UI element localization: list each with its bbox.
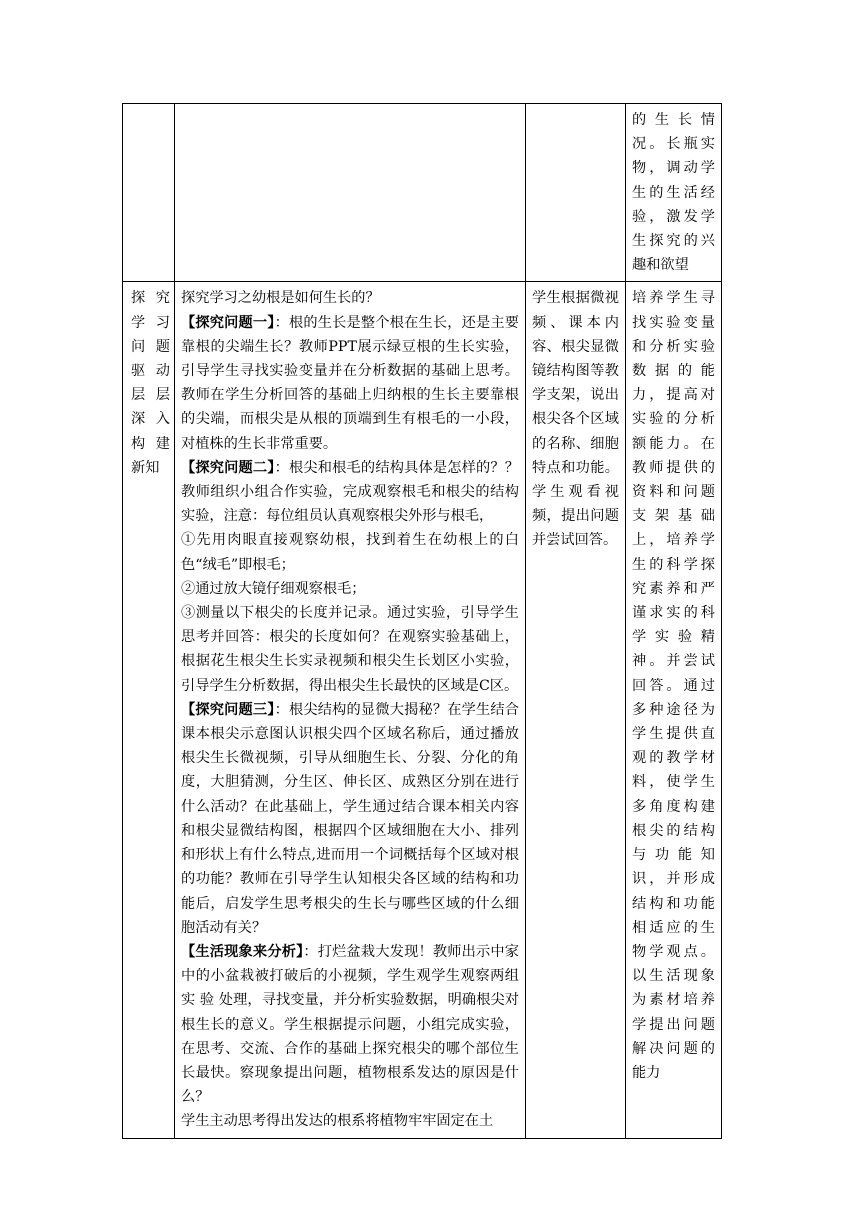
- step-three: ③测量以下根尖的长度并记录。通过实验，引导学生思考并回答：根尖的长度如何？在观察实验基础上，根据花生根尖生长实录视频和根尖生长划区小实验，引导学生分析数据，得出根尖生长最快的区域是C区。: [181, 605, 519, 694]
- closing-paragraph: 学生主动思考得出发达的根系将植物牢牢固定在土: [181, 1113, 494, 1130]
- student-activity-cell: [526, 282, 626, 1138]
- question-three-paragraph: [181, 698, 519, 940]
- question-one-text: ：根的生长是整个根在生长，还是主要靠根的尖端生长？教师PPT展示绿豆根的生长实验，引导学生寻找实验变量并在分析数据的基础上思考。教师在学生分析回答的基础上归纳根的生长主要靠根的尖端，而根尖是从根的顶端到生有根毛的一小段，对植株的生长非常重要。: [181, 314, 519, 452]
- design-intent-text: 的生长情况。长瓶实物，调动学生的生活经验，激发学生探究的兴趣和欲望: [632, 112, 715, 274]
- question-one-label: 【探究问题一】: [181, 314, 275, 331]
- question-one-paragraph: [181, 311, 519, 456]
- life-phenomenon-label: 【生活现象来分析】: [181, 943, 304, 960]
- question-three-text: ：根尖结构的显微大揭秘？在学生结合课本根尖示意图认识根尖四个区域名称后，通过播放根尖生长微视频，引导从细胞生长、分裂、分化的角度，大胆猜测，分生区、伸长区、成熟区分别在进行什么活动？在此基础上，学生通过结合课本相关内容和根尖显微结构图，根据四个区域细胞在大小、排列和形状上有什么特点,进而用一个词概括每个区域对根的功能？教师在引导学生认知根尖各区域的结构和功能后，启发学生思考根尖的生长与哪些区域的什么细胞活动有关？: [181, 701, 519, 936]
- question-two-label: 【探究问题二】: [181, 459, 275, 476]
- activity-cell: [175, 104, 526, 282]
- question-two-paragraph: [181, 456, 519, 529]
- question-three-label: 【探究问题三】: [181, 701, 275, 718]
- table-row: [123, 282, 722, 1138]
- activity-cell: [175, 282, 526, 1138]
- question-two-text: ：根尖和根毛的结构具体是怎样的？？教师组织小组合作实验，完成观察根毛和根尖的结构实验，注意：每位组员认真观察根尖外形与根毛，: [181, 459, 519, 525]
- table-row: [123, 104, 722, 282]
- design-intent-cell: [626, 282, 722, 1138]
- step-one: ①先用肉眼直接观察幼根，找到着生在幼根上的白色“绒毛”即根毛；: [181, 532, 519, 573]
- section-heading: 探究学习之幼根是如何生长的？: [181, 290, 380, 307]
- design-intent-cell: [626, 104, 722, 282]
- life-phenomenon-text: ：打烂盆栽大发现！教师出示中家中的小盆栽被打破后的小视频，学生观学生观察两组 实 验 处理，寻找变量，并分析实验数据，明确根尖对根生长的意义。学生根据提示问题，小组完成实验，在思考、交流、合作的基础上探究根尖的哪个部位生长最快。察现象提出问题，植物根系发达的原因是什么？: [181, 943, 519, 1106]
- step-two: ②通过放大镜仔细观察根毛；: [181, 580, 366, 597]
- design-intent-text: 培养学生寻找实验变量和分析实验数据的能力，提高对实验的分析额能力。在教师提供的资料和问题支架基础上，培养学生的科学探究素养和严谨求实的科学实验精神。并尝试回答。通过多种途径为学生提供直观的教学材料，使学生多角度构建根尖的结构与功能知识，并形成结构和功能相适应的生物学观点。以生活现象为素材培养学提出问题解决问题的能力: [632, 290, 715, 1081]
- student-activity-text: 学生根据微视频、课本内容、根尖显微镜结构图等教学支架，说出根尖各个区域的名称、细胞特点和功能。学生观看视频，提出问题并尝试回答。: [532, 290, 619, 549]
- student-activity-cell: [526, 104, 626, 282]
- stage-cell: [123, 104, 175, 282]
- life-phenomenon-paragraph: [181, 940, 519, 1109]
- lesson-plan-table: [122, 103, 722, 1139]
- stage-label: 探究学习问题驱动层层深入构建新知: [131, 290, 170, 476]
- stage-cell: [123, 282, 175, 1138]
